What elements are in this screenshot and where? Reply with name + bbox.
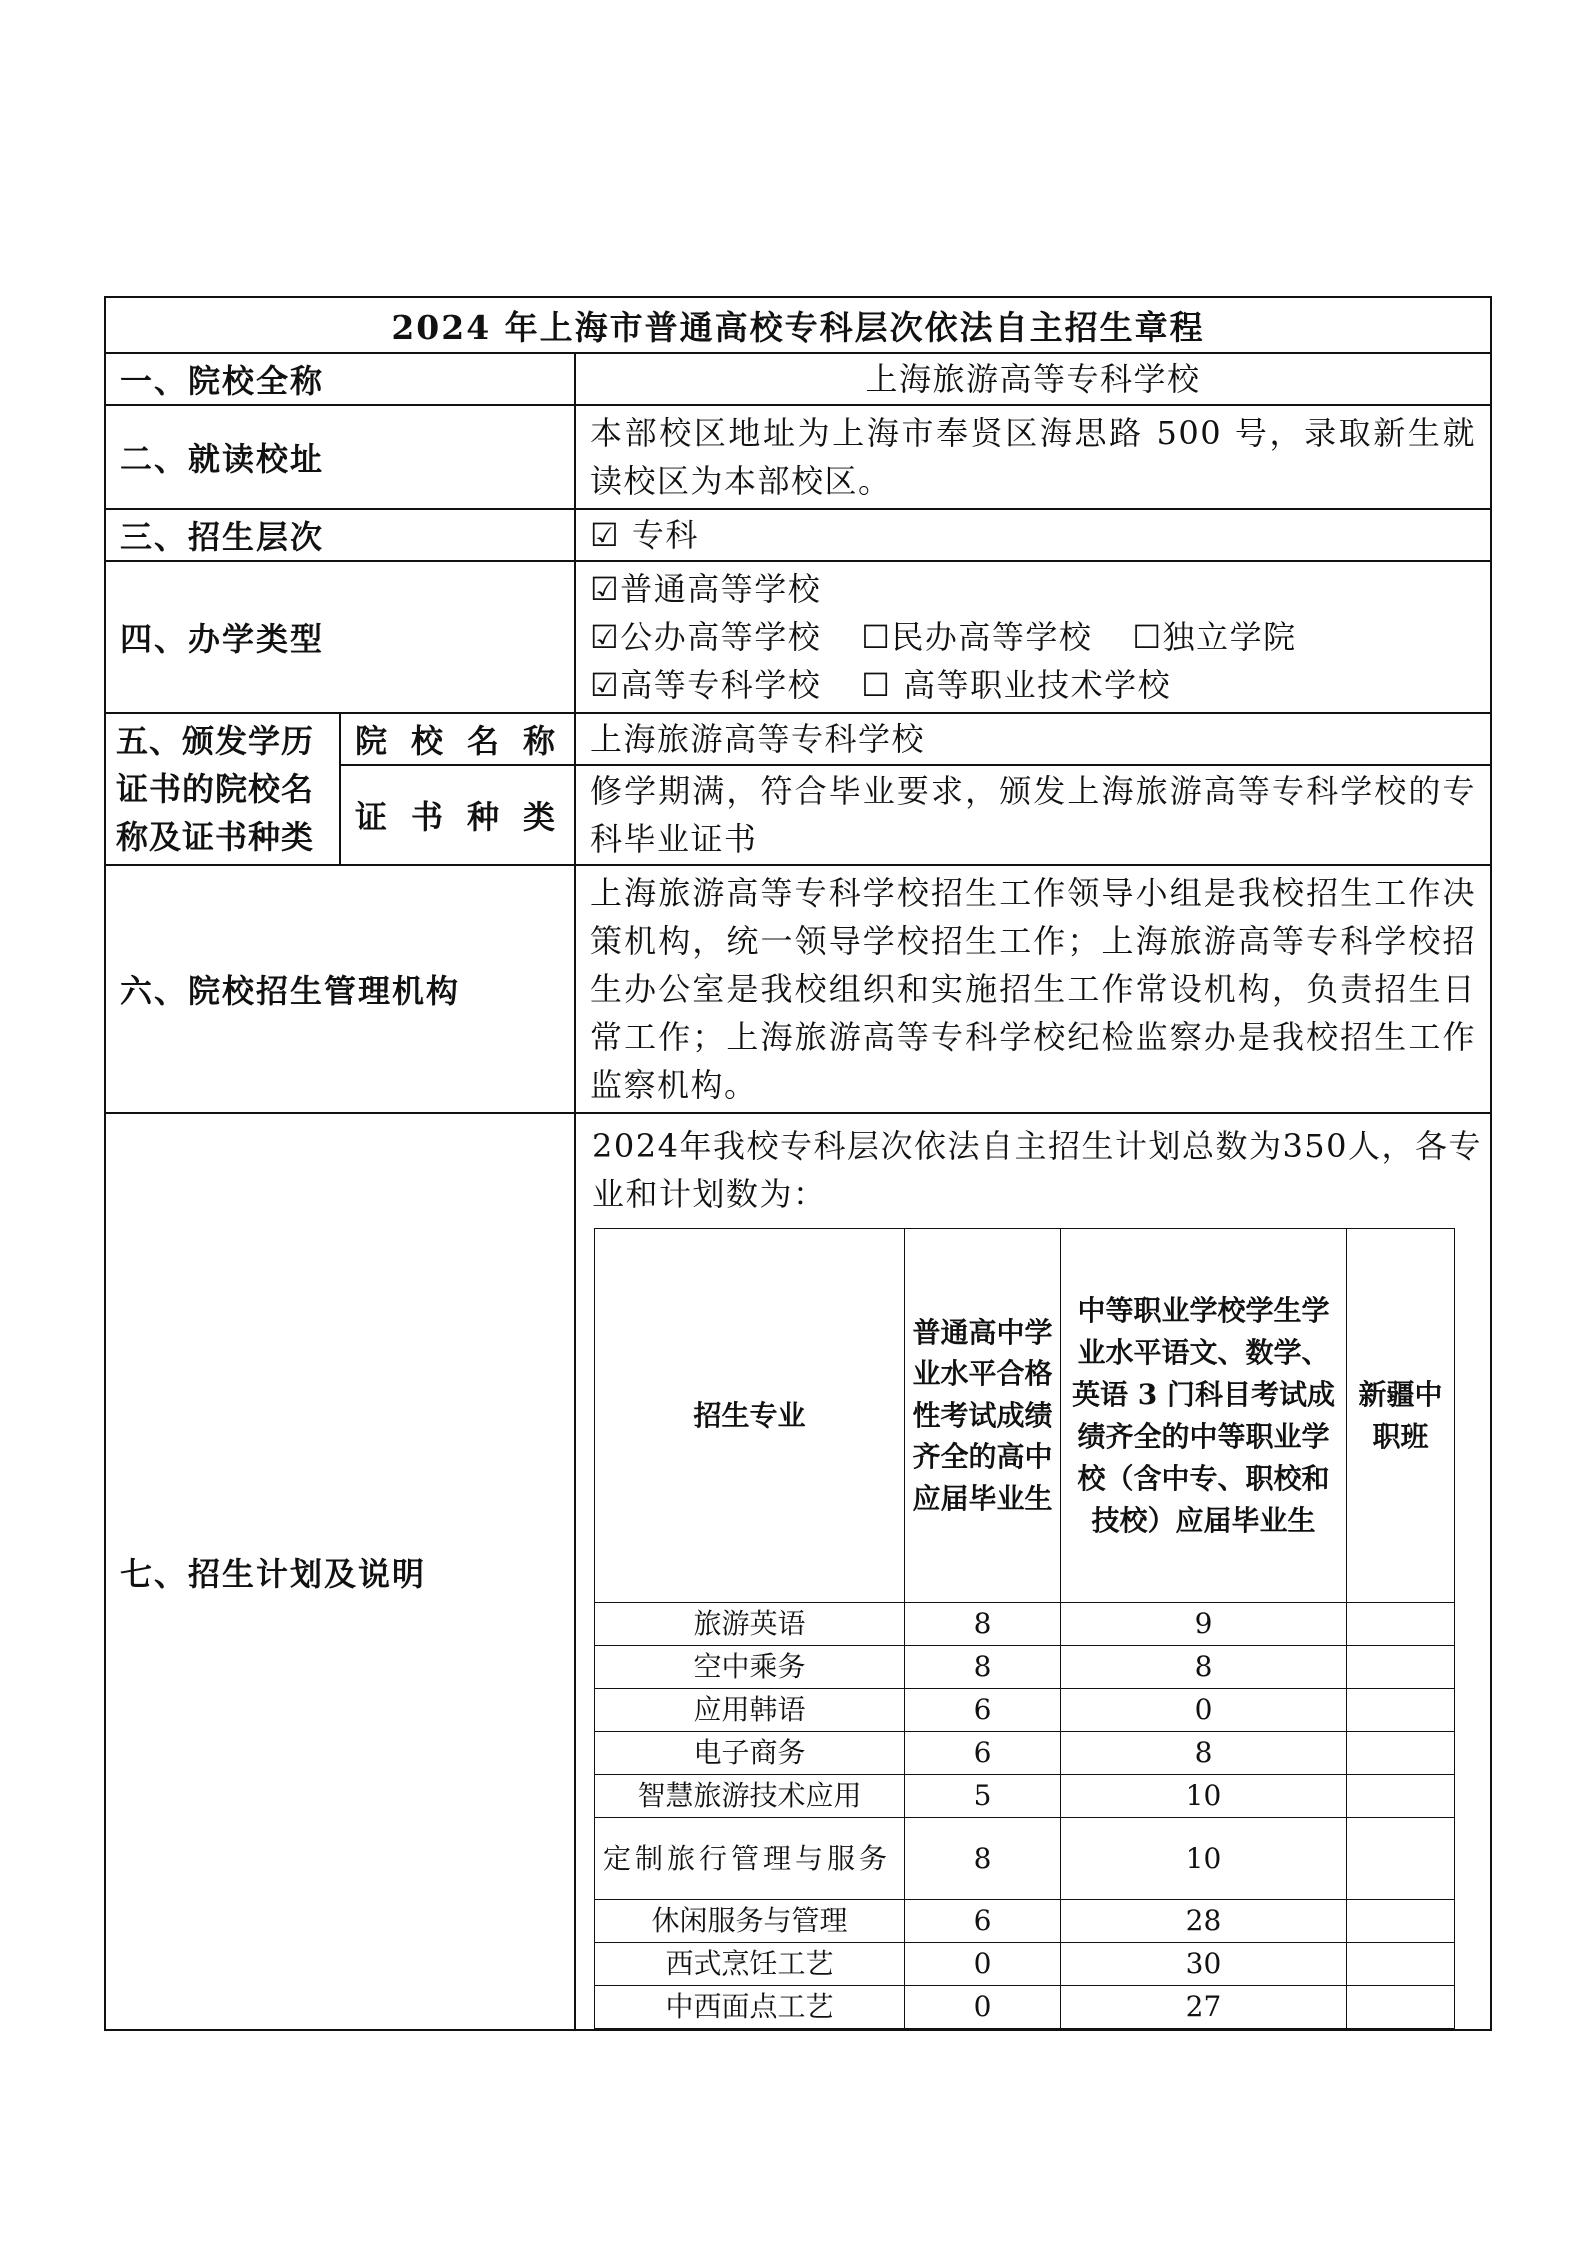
plan-cell-col3 [1347,1732,1455,1775]
plan-label: 七、招生计划及说明 [105,1113,575,2030]
plan-cell-col2: 30 [1061,1943,1347,1986]
row-plan [105,1113,1491,2030]
plan-cell-col1: 6 [905,1689,1061,1732]
plan-cell-col1: 6 [905,1732,1061,1775]
type-private-option: ☐民办高等学校 [861,618,1093,656]
header-major: 招生专业 [595,1229,905,1603]
plan-cell-col2: 8 [1061,1732,1347,1775]
plan-row [595,1689,1455,1732]
certificate-type-sublabel: 证书种类 [340,765,575,865]
plan-cell-col1: 0 [905,1986,1061,2029]
plan-major-name: 旅游英语 [595,1603,905,1646]
plan-cell-col3 [1347,1986,1455,2029]
management-value: 上海旅游高等专科学校招生工作领导小组是我校招生工作决策机构，统一领导学校招生工作；上海旅游高等专科学校招生办公室是我校组织和实施招生工作常设机构，负责招生日常工作；上海旅游高等专科学校纪检监察办是我校招生工作监察机构。 [575,865,1491,1113]
school-type-options [575,561,1491,713]
plan-row [595,1818,1455,1900]
plan-cell-col2: 9 [1061,1603,1347,1646]
plan-row [595,1732,1455,1775]
plan-major-name: 应用韩语 [595,1689,905,1732]
plan-cell-col1: 6 [905,1900,1061,1943]
management-label: 六、院校招生管理机构 [105,865,575,1113]
plan-cell-col1: 5 [905,1775,1061,1818]
admission-charter-table [104,296,1492,2031]
plan-header-row [595,1229,1455,1603]
plan-row [595,1775,1455,1818]
plan-row [595,1900,1455,1943]
plan-cell-col2: 27 [1061,1986,1347,2029]
plan-cell-col3 [1347,1603,1455,1646]
address-value: 本部校区地址为上海市奉贤区海思路 500 号，录取新生就读校区为本部校区。 [575,405,1491,509]
plan-cell-col1: 8 [905,1818,1061,1900]
plan-row [595,1986,1455,2029]
plan-cell-col1: 8 [905,1603,1061,1646]
plan-major-name: 电子商务 [595,1732,905,1775]
school-name-label: 一、院校全称 [105,353,575,405]
certificate-school-value: 上海旅游高等专科学校 [575,713,1491,765]
plan-cell-col1: 0 [905,1943,1061,1986]
row-school-type [105,561,1491,713]
plan-cell-col3 [1347,1646,1455,1689]
plan-major-name: 西式烹饪工艺 [595,1943,905,1986]
plan-cell-col3 [1347,1900,1455,1943]
plan-intro: 2024年我校专科层次依法自主招生计划总数为350人，各专业和计划数为： [592,1127,1483,1213]
header-high-school: 普通高中学业水平合格性考试成绩齐全的高中应届毕业生 [905,1229,1061,1603]
plan-cell-col3 [1347,1818,1455,1900]
header-vocational: 中等职业学校学生学业水平语文、数学、英语 3 门科目考试成绩齐全的中等职业学校（含中专、职校和技校）应届毕业生 [1061,1229,1347,1603]
plan-table [594,1228,1455,2029]
header-xinjiang: 新疆中职班 [1347,1229,1455,1603]
level-value: ☑ 专科 [575,509,1491,561]
plan-cell-col3 [1347,1775,1455,1818]
plan-major-name: 中西面点工艺 [595,1986,905,2029]
type-line-1: ☑普通高等学校 [590,570,822,608]
type-line-2 [590,613,1476,661]
plan-cell-col3 [1347,1943,1455,1986]
plan-major-name: 定制旅行管理与服务 [595,1818,905,1900]
type-independent-option: ☐独立学院 [1132,618,1297,656]
plan-major-name: 休闲服务与管理 [595,1900,905,1943]
type-line-3 [590,661,1476,709]
plan-cell-col2: 8 [1061,1646,1347,1689]
plan-cell-col3 [1347,1689,1455,1732]
row-school-name [105,353,1491,405]
plan-major-name: 空中乘务 [595,1646,905,1689]
school-type-label: 四、办学类型 [105,561,575,713]
plan-cell-col2: 0 [1061,1689,1347,1732]
plan-cell-col2: 10 [1061,1775,1347,1818]
plan-major-name: 智慧旅游技术应用 [595,1775,905,1818]
plan-cell-col2: 10 [1061,1818,1347,1900]
address-label: 二、就读校址 [105,405,575,509]
plan-content [575,1113,1491,2030]
plan-row [595,1603,1455,1646]
school-name-value: 上海旅游高等专科学校 [575,353,1491,405]
certificate-label: 五、颁发学历证书的院校名称及证书种类 [105,713,340,865]
document-title: 2024 年上海市普通高校专科层次依法自主招生章程 [105,297,1491,353]
type-vocational-option: ☐ 高等职业技术学校 [861,666,1172,704]
type-college-option: ☑高等专科学校 [590,666,822,704]
plan-cell-col2: 28 [1061,1900,1347,1943]
type-public-option: ☑公办高等学校 [590,618,822,656]
plan-cell-col1: 8 [905,1646,1061,1689]
row-level [105,509,1491,561]
row-address [105,405,1491,509]
document [104,296,1490,2031]
level-label: 三、招生层次 [105,509,575,561]
row-management [105,865,1491,1113]
certificate-type-value: 修学期满，符合毕业要求，颁发上海旅游高等专科学校的专科毕业证书 [575,765,1491,865]
plan-row [595,1646,1455,1689]
plan-row [595,1943,1455,1986]
certificate-school-sublabel: 院校名称 [340,713,575,765]
row-certificate-school [105,713,1491,765]
